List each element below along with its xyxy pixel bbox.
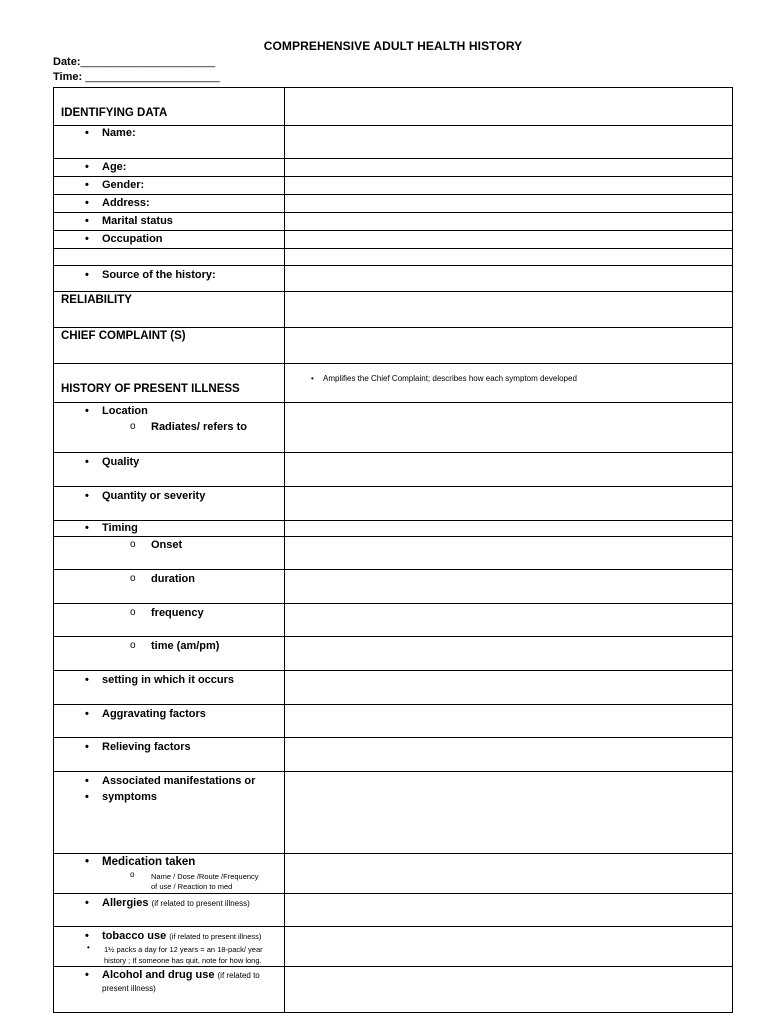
aggravating-entry[interactable] [285, 705, 733, 738]
time-label: Time: [53, 71, 83, 83]
associated-label-cont: • symptoms [102, 791, 157, 803]
quantity-entry[interactable] [285, 487, 733, 521]
radiates-label: o Radiates/ refers to [151, 421, 247, 433]
aggravating-label: • Aggravating factors [102, 708, 206, 720]
age-label: • Age: [102, 161, 126, 173]
alcohol-entry[interactable] [285, 967, 733, 1013]
tobacco-entry[interactable] [285, 927, 733, 967]
setting-label: • setting in which it occurs [102, 674, 234, 686]
time-ampm-entry[interactable] [285, 637, 733, 671]
setting-entry[interactable] [285, 671, 733, 705]
identifying-data-heading: IDENTIFYING DATA [61, 107, 168, 119]
relieving-label: • Relieving factors [102, 741, 191, 753]
date-label: Date: [53, 56, 81, 68]
identifying-data-entry[interactable] [285, 88, 733, 126]
chief-complaint-entry[interactable] [285, 328, 733, 364]
associated-label: • Associated manifestations or [102, 775, 255, 787]
associated-entry[interactable] [285, 772, 733, 854]
duration-entry[interactable] [285, 570, 733, 604]
alcohol-label: • Alcohol and drug use (if related to [102, 969, 260, 981]
timing-entry[interactable] [285, 521, 733, 537]
alcohol-note-1: (if related to [217, 971, 260, 980]
reliability-entry[interactable] [285, 292, 733, 328]
allergies-entry[interactable] [285, 894, 733, 927]
tobacco-sub-bullet: • [87, 943, 90, 952]
onset-entry[interactable] [285, 537, 733, 570]
marital-status-entry[interactable] [285, 213, 733, 231]
time-ampm-label: o time (am/pm) [151, 640, 219, 652]
blank-entry[interactable] [285, 249, 733, 266]
gender-label: • Gender: [102, 179, 144, 191]
address-entry[interactable] [285, 195, 733, 213]
hpi-heading: HISTORY OF PRESENT ILLNESS [61, 383, 240, 395]
date-field[interactable] [53, 56, 215, 68]
medication-sub-bullet: o [130, 870, 135, 879]
frequency-label: o frequency [151, 607, 204, 619]
medication-sub-2: of use / Reaction to med [151, 882, 233, 891]
tobacco-sub-1: 1½ packs a day for 12 years = an 18-pack/ year [104, 945, 263, 954]
age-entry[interactable] [285, 159, 733, 177]
medication-sub-1: Name / Dose /Route /Frequency [151, 872, 259, 881]
occupation-label: • Occupation [102, 233, 163, 245]
tobacco-sub-2: history ; If someone has quit, note for how long. [104, 956, 262, 965]
alcohol-note-2: present illness) [102, 984, 156, 993]
onset-label: o Onset [151, 539, 182, 551]
time-line: ______________________ [85, 71, 220, 83]
quality-entry[interactable] [285, 453, 733, 487]
source-entry[interactable] [285, 266, 733, 292]
location-label: • Location [102, 405, 148, 417]
chief-complaint-heading: CHIEF COMPLAINT (S) [61, 330, 186, 342]
allergies-note: (if related to present illness) [151, 899, 250, 908]
relieving-entry[interactable] [285, 738, 733, 772]
timing-label: • Timing [102, 522, 138, 534]
gender-entry[interactable] [285, 177, 733, 195]
medication-entry[interactable] [285, 854, 733, 894]
tobacco-note: (if related to present illness) [169, 932, 262, 941]
quality-label: • Quality [102, 456, 139, 468]
reliability-heading: RELIABILITY [61, 294, 132, 306]
allergies-label: • Allergies (if related to present illness) [102, 897, 250, 909]
location-entry[interactable] [285, 403, 733, 453]
health-history-form [53, 87, 733, 1013]
hpi-note: • Amplifies the Chief Complaint; describes how each symptom developed [323, 374, 577, 383]
date-line: ______________________ [80, 56, 216, 68]
duration-label: o duration [151, 573, 195, 585]
time-field[interactable] [53, 71, 220, 83]
occupation-entry[interactable] [285, 231, 733, 249]
tobacco-label: • tobacco use (if related to present illness) [102, 930, 261, 942]
name-label: • Name: [102, 127, 136, 139]
quantity-label: • Quantity or severity [102, 490, 205, 502]
medication-label: • Medication taken [102, 856, 195, 868]
frequency-entry[interactable] [285, 604, 733, 637]
source-label: • Source of the history: [102, 269, 216, 281]
address-label: • Address: [102, 197, 150, 209]
page-title: COMPREHENSIVE ADULT HEALTH HISTORY [263, 39, 523, 53]
name-entry[interactable] [285, 126, 733, 159]
marital-status-label: • Marital status [102, 215, 173, 227]
